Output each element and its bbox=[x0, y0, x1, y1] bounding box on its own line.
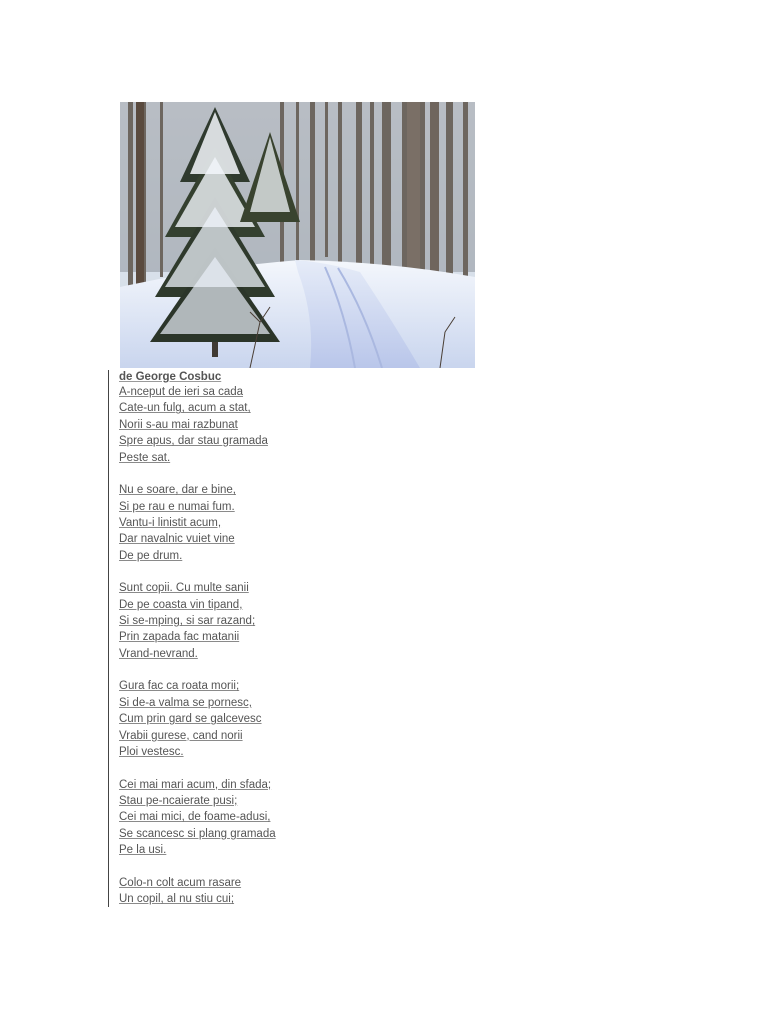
poem-line[interactable]: Ploi vestesc. bbox=[119, 745, 184, 758]
poem-line[interactable]: Peste sat. bbox=[119, 451, 171, 464]
poem-line[interactable]: A-nceput de ieri sa cada bbox=[119, 386, 244, 398]
poem-stanza-4 bbox=[119, 678, 419, 760]
poem-line[interactable]: Vrabii gurese, cand norii bbox=[119, 729, 243, 742]
poem-line[interactable]: De pe drum. bbox=[119, 549, 183, 562]
poem-stanza-1 bbox=[119, 384, 419, 466]
poem-line[interactable]: Spre apus, dar stau gramada bbox=[119, 435, 268, 448]
poem-line[interactable]: Colo-n colt acum rasare bbox=[119, 876, 242, 889]
poem-author-line: de George Cosbuc bbox=[119, 371, 222, 383]
poem-line[interactable]: Si pe rau e numai fum. bbox=[119, 500, 235, 513]
poem-line[interactable]: Si de-a valma se pornesc, bbox=[119, 696, 252, 709]
poem-line[interactable]: Vantu-i linistit acum, bbox=[119, 516, 222, 529]
poem-line[interactable]: Norii s-au mai razbunat bbox=[119, 418, 238, 431]
poem-line[interactable]: Cei mai mari acum, din sfada; bbox=[119, 778, 272, 791]
poem-line[interactable]: Cum prin gard se galcevesc bbox=[119, 713, 262, 726]
poem-line[interactable]: Un copil, al nu stiu cui; bbox=[119, 893, 235, 906]
poem-line[interactable]: Nu e soare, dar e bine, bbox=[119, 484, 236, 497]
poem-line[interactable]: Stau pe-ncaierate pusi; bbox=[119, 794, 238, 807]
poem-stanza-6 bbox=[119, 875, 419, 908]
poem-line[interactable]: Si se-mping, si sar razand; bbox=[119, 615, 256, 628]
poem-line[interactable]: Dar navalnic vuiet vine bbox=[119, 533, 235, 546]
poem-stanza-3 bbox=[119, 580, 419, 662]
poem-line[interactable]: Sunt copii. Cu multe sanii bbox=[119, 582, 249, 595]
poem-line[interactable]: Se scancesc si plang gramada bbox=[119, 827, 276, 840]
poem-line[interactable]: De pe coasta vin tipand, bbox=[119, 598, 243, 611]
poem-stanza-2 bbox=[119, 482, 419, 564]
poem-stanza-5 bbox=[119, 777, 419, 859]
snowy-forest-photo bbox=[120, 102, 475, 368]
poem-line[interactable]: Cei mai mici, de foame-adusi, bbox=[119, 811, 271, 824]
poem-line[interactable]: Gura fac ca roata morii; bbox=[119, 680, 240, 693]
poem-line[interactable]: Cate-un fulg, acum a stat, bbox=[119, 402, 251, 415]
poem-line[interactable]: Prin zapada fac matanii bbox=[119, 631, 240, 644]
poem bbox=[108, 370, 419, 907]
poem-line[interactable]: Vrand-nevrand. bbox=[119, 647, 198, 660]
poem-line[interactable]: Pe la usi. bbox=[119, 844, 167, 857]
